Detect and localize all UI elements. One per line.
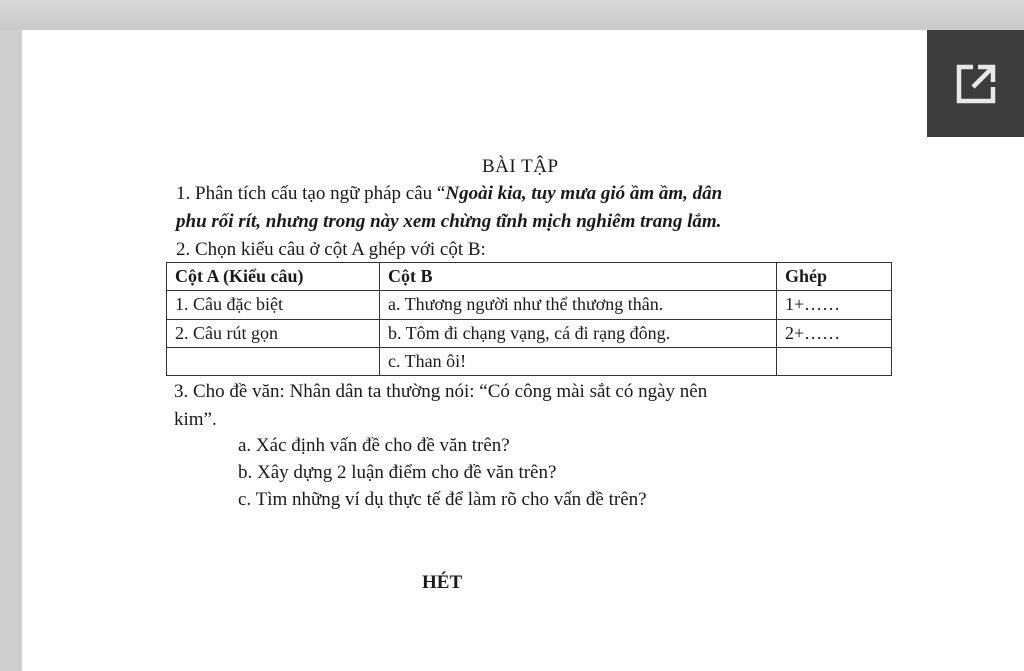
matching-table (166, 262, 892, 376)
table-cell (167, 347, 380, 375)
table-cell: c. Than ôi! (380, 347, 777, 375)
table-row (167, 319, 892, 347)
question-1-quote-part-1: Ngoài kia, tuy mưa gió ầm ầm, dân (445, 183, 723, 204)
table-row (167, 347, 892, 375)
table-cell: b. Tôm đi chạng vạng, cá đi rạng đông. (380, 319, 777, 347)
table-header-cell: Ghép (777, 263, 892, 291)
question-3-line-1: 3. Cho đề văn: Nhân dân ta thường nói: “Có công mài sắt có ngày nên (174, 381, 708, 402)
table-cell (777, 347, 892, 375)
question-3-item-a: a. Xác định vấn đề cho đề văn trên? (238, 435, 510, 456)
question-3-line-2: kim”. (174, 409, 217, 430)
table-cell: 1+…… (777, 291, 892, 319)
question-3-item-c: c. Tìm những ví dụ thực tế để làm rõ cho vấn đề trên? (238, 489, 647, 510)
table-cell: a. Thương người như thể thương thân. (380, 291, 777, 319)
question-1-quote-part-2: phu rối rít, nhưng trong này xem chừng tĩnh mịch nghiêm trang lắm. (176, 211, 722, 232)
question-2: 2. Chọn kiểu câu ở cột A ghép với cột B: (176, 239, 486, 260)
end-marker: HÉT (422, 572, 463, 593)
table-row (167, 291, 892, 319)
table-cell: 2+…… (777, 319, 892, 347)
table-header-cell: Cột B (380, 263, 777, 291)
table-cell: 2. Câu rút gọn (167, 319, 380, 347)
question-3-item-b: b. Xây dựng 2 luận điểm cho đề văn trên? (238, 462, 557, 483)
table-header-row (167, 263, 892, 291)
table-header-cell: Cột A (Kiểu câu) (167, 263, 380, 291)
page-title: BÀI TẬP (482, 156, 559, 177)
question-1-line-1 (176, 183, 722, 205)
table-cell: 1. Câu đặc biệt (167, 291, 380, 319)
question-1-prefix: 1. Phân tích cấu tạo ngữ pháp câu “ (176, 183, 446, 204)
